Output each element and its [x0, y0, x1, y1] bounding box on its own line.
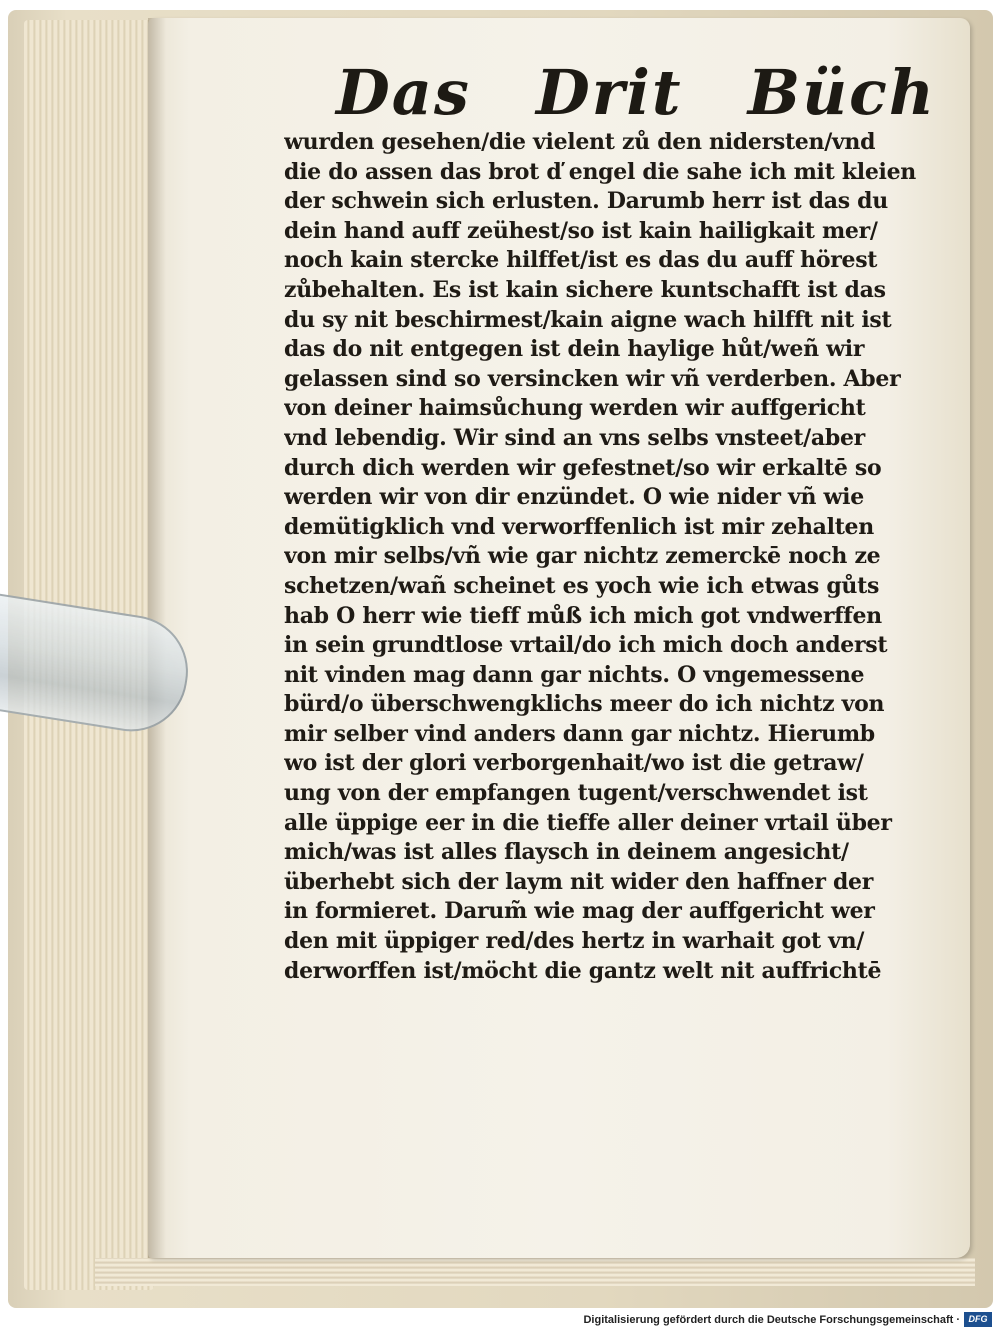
text-line: bürd/o überschwengklichs meer do ich nichtz von: [284, 691, 885, 718]
text-line: hab O herr wie tieff můß ich mich got vndwerffen: [284, 602, 882, 629]
text-line: überhebt sich der laym nit wider den haffner der: [284, 868, 874, 895]
text-line: der schwein sich erlusten. Darumb herr ist das du: [284, 188, 888, 215]
text-line: wo ist der glori verborgenhait/wo ist die getraw/: [284, 750, 864, 777]
running-head-word: Das: [336, 56, 471, 129]
text-line: ung von der empfangen tugent/verschwendet ist: [284, 780, 868, 807]
text-line: werden wir von dir enzündet. O wie nider vñ wie: [284, 484, 864, 511]
page-edges-bottom: [95, 1258, 975, 1286]
funding-note: Digitalisierung gefördert durch die Deutsche Forschungsgemeinschaft ·: [583, 1314, 960, 1326]
text-line: dein hand auff zeühest/so ist kain hailigkait mer/: [284, 217, 878, 244]
text-line: zůbehalten. Es ist kain sichere kuntschafft ist das: [284, 276, 886, 303]
text-line: mir selber vind anders dann gar nichtz. Hierumb: [284, 720, 875, 747]
text-line: das do nit entgegen ist dein haylige hůt/weñ wir: [284, 336, 865, 363]
text-line: in sein grundtlose vrtail/do ich mich doch anderst: [284, 632, 888, 659]
text-line: mich/was ist alles flaysch in deinem angesicht/: [284, 839, 849, 866]
text-line: demütigklich vnd verworffenlich ist mir zehalten: [284, 513, 874, 540]
text-line: du sy nit beschirmest/kain aigne wach hilfft nit ist: [284, 306, 892, 333]
text-line: die do assen das brot ď engel die sahe ich mit kleien: [284, 158, 916, 185]
text-line: in formieret. Darum̃ wie mag der auffgericht wer: [284, 898, 875, 925]
text-line: alle üppige eer in die tieffe aller deiner vrtail über: [284, 809, 892, 836]
text-line: gelassen sind so versincken wir vñ verderben. Aber: [284, 365, 901, 392]
text-line: den mit üppiger red/des hertz in warhait got vn/: [284, 928, 865, 955]
text-line: schetzen/wañ scheinet es yoch wie ich etwas gůts: [284, 572, 880, 599]
text-line: vnd lebendig. Wir sind an vns selbs vnsteet/aber: [284, 424, 865, 451]
running-head: [336, 58, 936, 128]
text-line: von deiner haimsůchung werden wir auffgericht: [284, 395, 866, 422]
dfg-logo: DFG: [964, 1312, 992, 1327]
text-line: durch dich werden wir gefestnet/so wir erkaltē so: [284, 454, 882, 481]
text-line: von mir selbs/vñ wie gar nichtz zemerckē noch ze: [284, 543, 881, 570]
text-line: derworffen ist/möcht die gantz welt nit auffrichtē: [284, 957, 882, 984]
running-head-word: Büch: [747, 56, 936, 129]
body-text: [284, 128, 956, 986]
text-line: wurden gesehen/die vielent zů den nidersten/vnd: [284, 129, 876, 155]
text-line: nit vinden mag dann gar nichts. O vngemessene: [284, 661, 865, 688]
text-line: noch kain stercke hilffet/ist es das du auff hörest: [284, 247, 878, 274]
running-head-word: Drit: [535, 56, 683, 129]
